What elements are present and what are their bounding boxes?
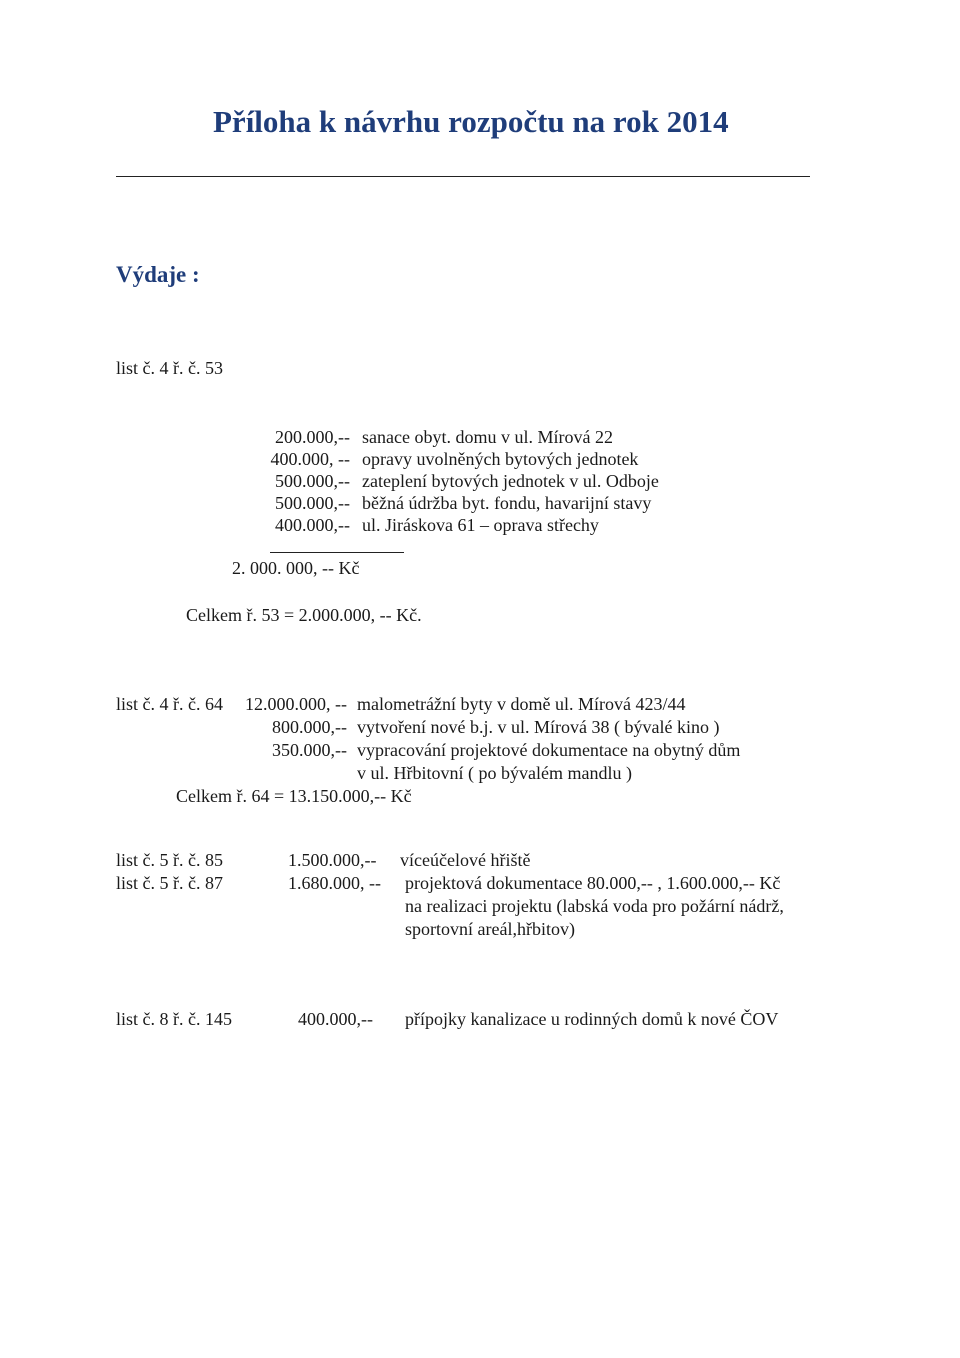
amount: 400.000,-- (298, 1009, 373, 1029)
section-64-ref: list č. 4 ř. č. 64 (116, 694, 223, 714)
expenses-heading: Výdaje : (116, 262, 200, 287)
amount: 400.000, -- (270, 449, 350, 469)
description: přípojky kanalizace u rodinných domů k nové ČOV (405, 1009, 779, 1029)
section-87-ref: list č. 5 ř. č. 87 (116, 873, 223, 893)
description: víceúčelové hřiště (400, 850, 531, 870)
title-underline (116, 176, 810, 177)
subtotal-line (270, 552, 404, 553)
section-53-total: Celkem ř. 53 = 2.000.000, -- Kč. (186, 605, 422, 625)
amount: 800.000,-- (272, 717, 347, 737)
section-145-ref: list č. 8 ř. č. 145 (116, 1009, 232, 1029)
amount: 12.000.000, -- (245, 694, 347, 714)
description: zateplení bytových jednotek v ul. Odboje (362, 471, 659, 491)
section-85-ref: list č. 5 ř. č. 85 (116, 850, 223, 870)
description-continuation: na realizaci projektu (labská voda pro požární nádrž, (405, 896, 784, 916)
amount: 1.680.000, -- (288, 873, 381, 893)
description: běžná údržba byt. fondu, havarijní stavy (362, 493, 652, 513)
description: malometrážní byty v domě ul. Mírová 423/44 (357, 694, 686, 714)
description-continuation: sportovní areál,hřbitov) (405, 919, 575, 939)
description: vytvoření nové b.j. v ul. Mírová 38 ( bývalé kino ) (357, 717, 720, 737)
amount: 350.000,-- (272, 740, 347, 760)
amount: 200.000,-- (275, 427, 350, 447)
description: sanace obyt. domu v ul. Mírová 22 (362, 427, 613, 447)
description: vypracování projektové dokumentace na obytný dům (357, 740, 741, 760)
amount: 500.000,-- (275, 471, 350, 491)
amount: 400.000,-- (275, 515, 350, 535)
amount: 500.000,-- (275, 493, 350, 513)
section-53-ref: list č. 4 ř. č. 53 (116, 358, 223, 378)
amount: 1.500.000,-- (288, 850, 377, 870)
description: ul. Jiráskova 61 – oprava střechy (362, 515, 599, 535)
description: projektová dokumentace 80.000,-- , 1.600.000,-- Kč (405, 873, 781, 893)
page-title: Příloha k návrhu rozpočtu na rok 2014 (213, 104, 729, 139)
description: opravy uvolněných bytových jednotek (362, 449, 639, 469)
description-continuation: v ul. Hřbitovní ( po bývalém mandlu ) (357, 763, 632, 783)
section-53-subtotal: 2. 000. 000, -- Kč (232, 558, 360, 578)
section-64-total: Celkem ř. 64 = 13.150.000,-- Kč (176, 786, 412, 806)
